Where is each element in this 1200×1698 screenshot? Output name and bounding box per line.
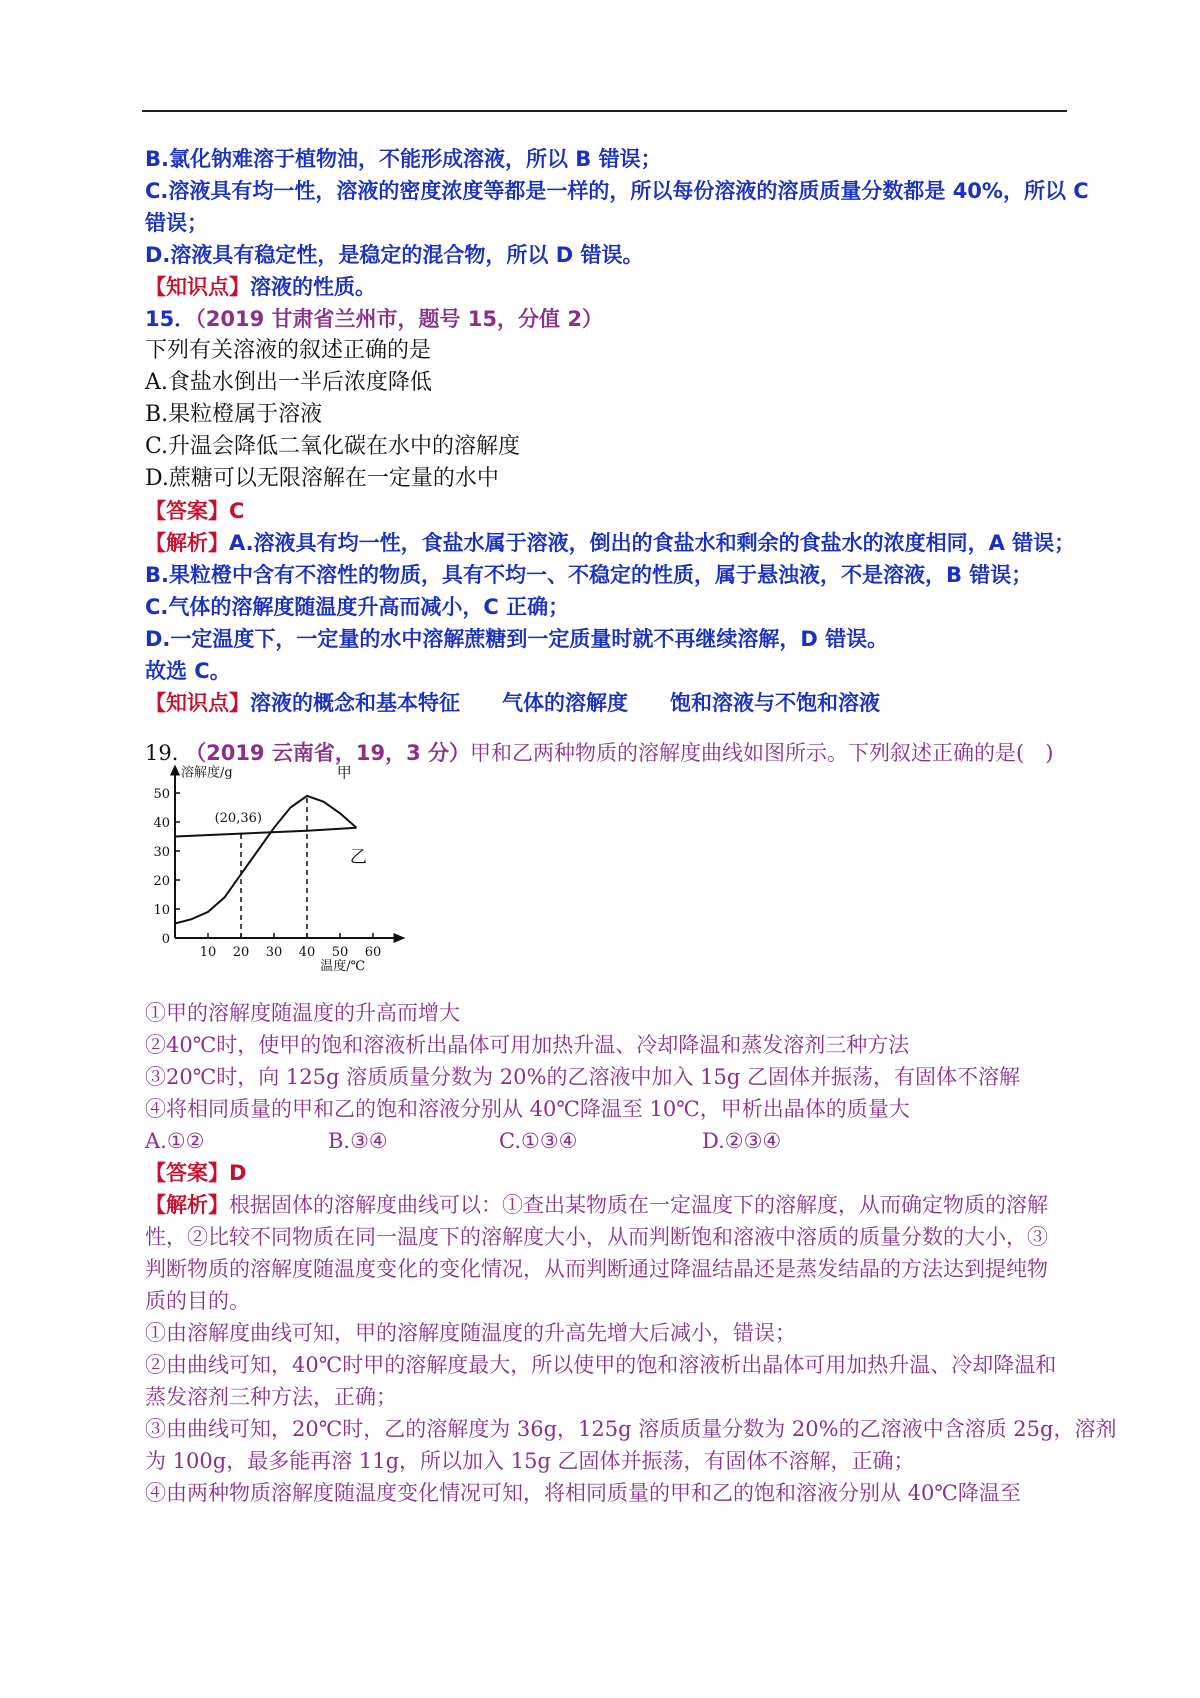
prev-analysis-d: D.溶液具有稳定性，是稳定的混合物，所以 D 错误。	[145, 243, 644, 267]
x-tick-label: 10	[199, 945, 217, 960]
series-line-yi	[175, 828, 357, 837]
q15-knowledge-point	[145, 687, 1070, 719]
q19-statement-1: ①甲的溶解度随温度的升高而增大	[145, 1001, 460, 1025]
q15-number: 15．	[145, 307, 196, 331]
q15-analysis-4: 故选 C。	[145, 659, 231, 683]
answer-value: C	[229, 499, 245, 523]
x-axis-label: 温度/℃	[320, 959, 366, 974]
q19-number: 19.	[145, 741, 179, 765]
q19-answer	[145, 1157, 1070, 1189]
kp-item: 饱和溶液与不饱和溶液	[670, 691, 880, 715]
q15-option-d: D.蔗糖可以无限溶解在一定量的水中	[145, 466, 499, 491]
y-tick-label: 10	[153, 903, 170, 918]
series-label-jia: 甲	[336, 763, 352, 782]
q19-statement-3: ③20℃时，向 125g 溶质质量分数为 20%的乙溶液中加入 15g 乙固体并振荡，有固体不溶解	[145, 1065, 1020, 1089]
q15-analysis-3: D.一定温度下，一定量的水中溶解蔗糖到一定质量时就不再继续溶解，D 错误。	[145, 627, 889, 651]
y-tick-label: 50	[153, 787, 170, 802]
q15-stem: 下列有关溶液的叙述正确的是	[145, 338, 432, 363]
answer-value: D	[229, 1161, 247, 1185]
q15-option-c: C.升温会降低二氧化碳在水中的溶解度	[145, 434, 521, 459]
q19-analysis-5: ②由曲线可知，40℃时甲的溶解度最大，所以使甲的饱和溶液析出晶体可用加热升温、冷却降温和	[145, 1353, 1057, 1377]
q19-analysis-2: 判断物质的溶解度随温度变化的变化情况，从而判断通过降温结晶还是蒸发结晶的方法达到提纯物	[145, 1257, 1048, 1281]
q19-option-b: B.③④	[328, 1129, 388, 1153]
y-tick-label: 0	[161, 932, 170, 947]
q19-option-c: C.①③④	[499, 1129, 578, 1153]
prev-knowledge-point	[145, 271, 1070, 303]
prev-analysis-b: B.氯化钠难溶于植物油，不能形成溶液，所以 B 错误；	[145, 147, 662, 171]
q15-body	[145, 335, 1070, 495]
q15-option-b: B.果粒橙属于溶液	[145, 402, 323, 427]
q15-analysis-0	[145, 527, 1076, 559]
y-tick-label: 20	[153, 874, 170, 889]
q19-analysis-4: ①由溶解度曲线可知，甲的溶解度随温度的升高先增大后减小，错误；	[145, 1321, 796, 1345]
q19-analysis-6: 蒸发溶剂三种方法，正确；	[145, 1385, 397, 1409]
q19-source: （2019 云南省，19，3 分）	[185, 741, 470, 765]
y-tick-label: 30	[153, 845, 170, 860]
document-content	[145, 143, 1117, 1509]
q19-statement-2: ②40℃时，使甲的饱和溶液析出晶体可用加热升温、冷却降温和蒸发溶剂三种方法	[145, 1033, 910, 1057]
answer-tag: 【答案】	[145, 1161, 229, 1185]
q19-analysis-9: ④由两种物质溶解度随温度变化情况可知，将相同质量的甲和乙的饱和溶液分别从 40℃降温至	[145, 1481, 1021, 1505]
q19-analysis-3: 质的目的。	[145, 1289, 250, 1313]
q19-stem: 甲和乙两种物质的溶解度曲线如图所示。下列叙述正确的是( )	[470, 741, 1054, 765]
analysis-text: 根据固体的溶解度曲线可以：①查出某物质在一定温度下的溶解度，从而确定物质的溶解	[229, 1193, 1048, 1217]
q19-analysis-7: ③由曲线可知，20℃时，乙的溶解度为 36g，125g 溶质质量分数为 20%的乙溶液中含溶质 25g，溶剂	[145, 1417, 1117, 1441]
answer-tag: 【答案】	[145, 499, 229, 523]
q15-source: （2019 甘肃省兰州市，题号 15，分值 2）	[195, 307, 603, 331]
prev-analysis-c2: 错误；	[145, 211, 208, 235]
q15-option-a: A.食盐水倒出一半后浓度降低	[145, 370, 432, 395]
kp-item: 溶液的概念和基本特征	[250, 691, 460, 715]
point-annotation: (20,36)	[214, 811, 262, 826]
series-line-jia	[175, 796, 357, 924]
prev-analysis-c1: C.溶液具有均一性，溶液的密度浓度等都是一样的，所以每份溶液的溶质质量分数都是 40%，所以 C	[145, 179, 1089, 203]
analysis-tag: 【解析】	[145, 531, 229, 555]
q19-analysis-8: 为 100g，最多能再溶 11g，所以加入 15g 乙固体并振荡，有固体不溶解，正确；	[145, 1449, 915, 1473]
q15-analysis-1: B.果粒橙中含有不溶性的物质，具有不均一、不稳定的性质，属于悬浊液，不是溶液，B 错误；	[145, 563, 1033, 587]
q19-options	[145, 1125, 1070, 1157]
header-rule	[142, 110, 1067, 112]
x-axis-arrow	[394, 933, 406, 943]
series-label-yi: 乙	[349, 847, 367, 868]
q19-statement-4: ④将相同质量的甲和乙的饱和溶液分别从 40℃降温至 10℃，甲析出晶体的质量大	[145, 1097, 910, 1121]
kp-item: 气体的溶解度	[502, 691, 628, 715]
x-tick-label: 60	[364, 945, 382, 960]
y-tick-label: 40	[153, 816, 170, 831]
q19-option-a: A.①②	[145, 1129, 205, 1153]
y-axis-label: 溶解度/g	[181, 765, 233, 781]
solubility-chart-svg	[145, 763, 445, 993]
x-tick-label: 30	[265, 945, 283, 960]
q19-option-d: D.②③④	[702, 1129, 782, 1153]
kp-tag: 【知识点】	[145, 691, 250, 715]
solubility-chart	[145, 763, 445, 993]
kp-text: 溶液的性质。	[250, 275, 376, 299]
x-tick-label: 20	[232, 945, 250, 960]
q19-header	[145, 737, 1070, 769]
q19-analysis-0	[145, 1189, 1070, 1221]
q19-analysis-1: 性，②比较不同物质在同一温度下的溶解度大小，从而判断饱和溶液中溶质的质量分数的大小，③	[145, 1225, 1048, 1249]
x-tick-label: 50	[331, 945, 349, 960]
kp-tag: 【知识点】	[145, 275, 250, 299]
analysis-text: A.溶液具有均一性，食盐水属于溶液，倒出的食盐水和剩余的食盐水的浓度相同，A 错误；	[229, 531, 1076, 555]
q15-analysis-2: C.气体的溶解度随温度升高而减小，C 正确；	[145, 595, 570, 619]
analysis-tag: 【解析】	[145, 1193, 229, 1217]
q15-answer	[145, 495, 1070, 527]
x-tick-label: 40	[298, 945, 316, 960]
q15-header	[145, 303, 1070, 335]
